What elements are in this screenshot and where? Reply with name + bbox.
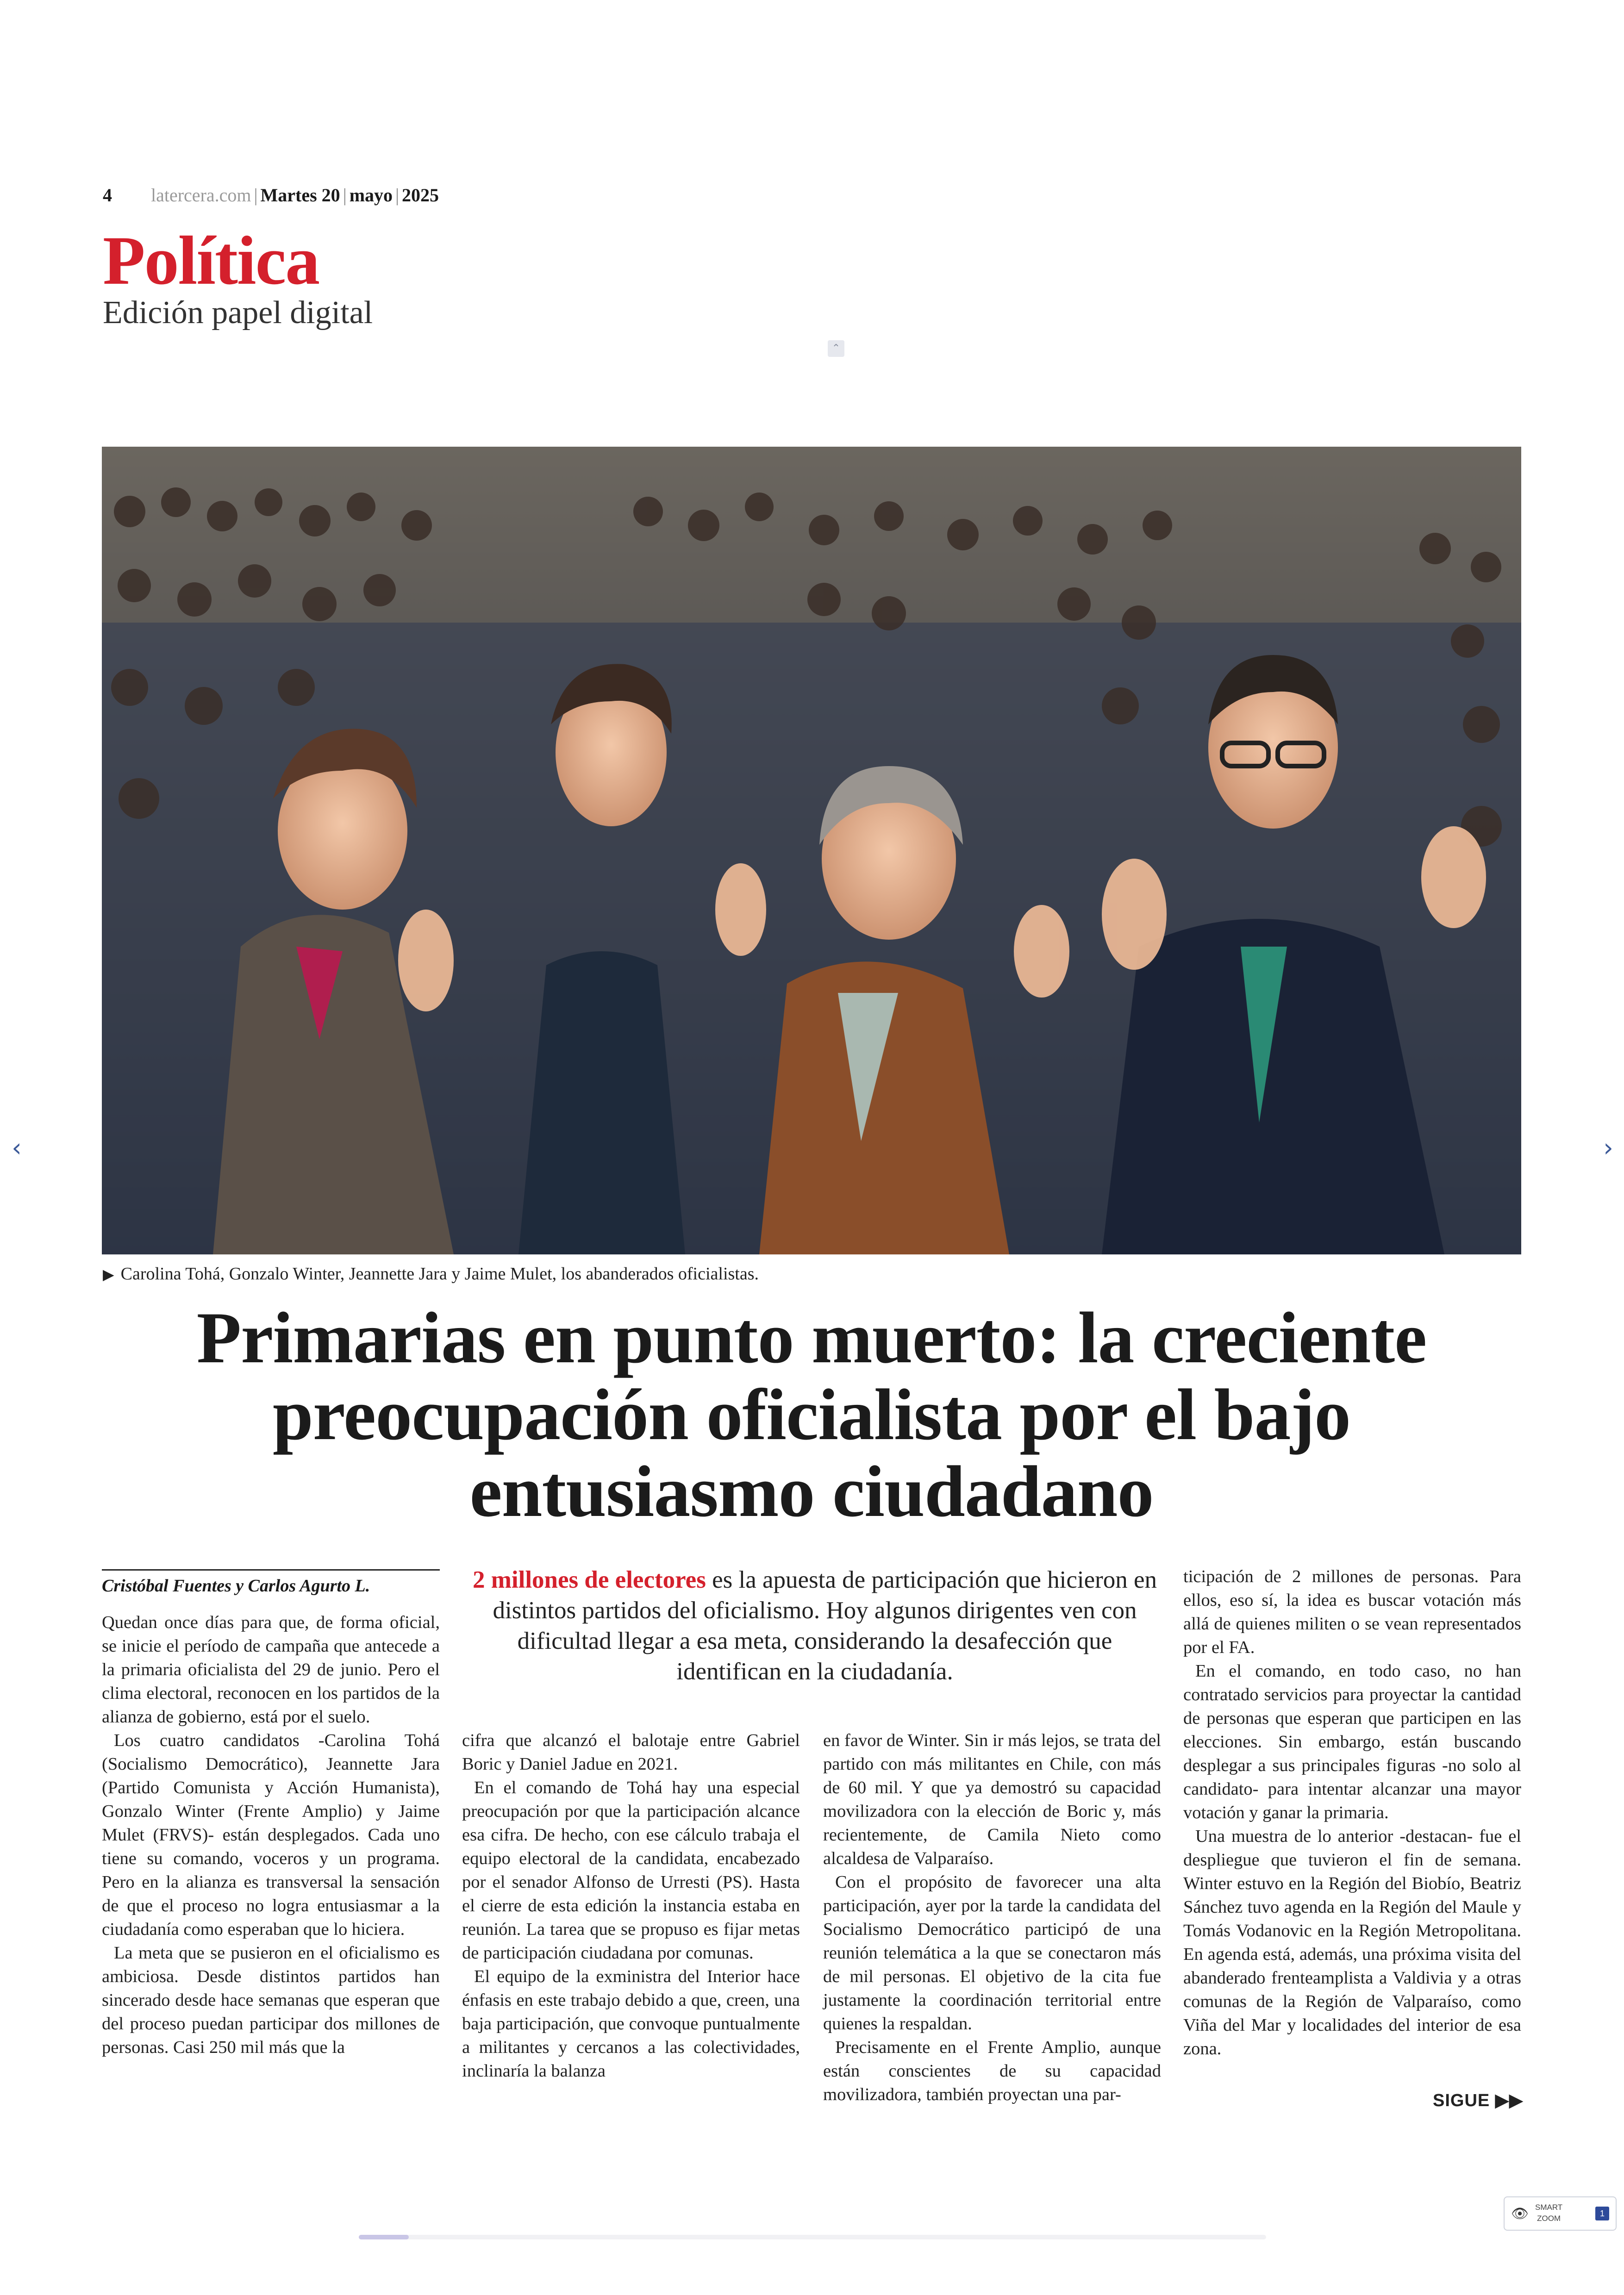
paragraph: Los cuatro candidatos -Carolina Tohá (Socialismo Democrático), Jeannette Jara (Partido Comunista y Acción Humanista), Gonzalo Winter (Frente Amplio) y Jaime Mulet (FRVS)- están desplegados. Cada uno tiene su comando, voceros y un programa. Pero en la alianza es transversal la sensación de que el proceso no logra entusiasmar a la ciudadanía como esperaban que lo hiciera. [102, 1731, 440, 1939]
column-3 [823, 1729, 1161, 2107]
date-year: 2025 [402, 185, 439, 206]
lede [468, 1565, 1162, 1687]
caption-arrow-icon: ▶ [103, 1266, 114, 1283]
column-1 [102, 1611, 440, 2059]
column-2 [462, 1729, 800, 2083]
paragraph: En el comando de Tohá hay una especial preocupación por que la participación alcance esa cifra. De hecho, con ese cálculo trabaja el equipo electoral de la candidata, encabezado por el senador Alfonso de Urresti (PS). Hasta el cierre de esta edición la instancia estaba en reunión. La tarea que se propuso es fijar metas de participación ciudadana por comunas. [462, 1778, 800, 1963]
smart-zoom-button[interactable] [1504, 2196, 1617, 2231]
paragraph: La meta que se pusieron en el oficialismo es ambiciosa. Desde distintos partidos han sincerado desde hace semanas que esperan que del proceso puedan participar dos millones de personas. Casi 250 mil más que la [102, 1943, 440, 2057]
paragraph: Precisamente en el Frente Amplio, aunque están conscientes de su capacidad movilizadora, también proyectan una par- [823, 2038, 1161, 2104]
crowd-photo-illustration [102, 447, 1521, 1254]
eye-icon: 👁 [1511, 2206, 1529, 2222]
site-name: latercera.com [151, 185, 251, 206]
lede-text: es la apuesta de participación que hicieron en distintos partidos del oficialismo. Hoy algunos dirigentes ven con dificultad llegar a esa meta, considerando la desafección que identifican en la ciudadanía. [493, 1566, 1157, 1685]
paragraph: Una muestra de lo anterior -destacan- fue el despliegue que tuvieron el fin de semana. Winter estuvo en la Región del Biobío, Beatriz Sánchez tuvo agenda en la Región del Maule y Tomás Vodanovic en la Región Metropolitana. En agenda está, además, una próxima visita del abanderado frenteamplista a Valdivia y a otras comunas de la Región de Valparaíso, como Viña del Mar y localidades del interior de esa zona. [1183, 1827, 1521, 2058]
edition-label: Edición papel digital [103, 295, 373, 331]
paragraph: Con el propósito de favorecer una alta participación, ayer por la tarde la candidata del Socialismo Democrático participó de una reunión telemática a la que se conectaron más de mil personas. El objetivo de la cita fue justamente la coordinación territorial entre quienes la respaldan. [823, 1872, 1161, 2033]
lede-highlight: 2 millones de electores [472, 1566, 706, 1593]
smart-zoom-label: SMART ZOOM [1535, 2203, 1563, 2223]
expand-icon[interactable]: ⌃ [828, 340, 844, 357]
paragraph: en favor de Winter. Sin ir más lejos, se trata del partido con más militantes en Chile, con más de 60 mil. Y que ya demostró su capacidad movilizadora con la elección de Boric y, más recientemente, de Camila Nieto como alcaldesa de Valparaíso. [823, 1731, 1161, 1868]
page-scroll-thumb[interactable] [359, 2235, 409, 2239]
byline: Cristóbal Fuentes y Carlos Agurto L. [102, 1569, 440, 1597]
headline: Primarias en punto muerto: la creciente preocupación oficialista por el bajo entusiasmo ciudadano [196, 1297, 1427, 1532]
page-number: 4 [103, 185, 112, 206]
photo-caption [103, 1264, 759, 1284]
next-page-icon[interactable]: › [1603, 1133, 1613, 1162]
page-scroll-track[interactable] [359, 2235, 1266, 2239]
paragraph: En el comando, en todo caso, no han contratado servicios para proyectar la cantidad de personas que esperan que participen en las elecciones. Sin embargo, están buscando desplegar a sus principales figuras -no solo al candidato- para intentar alcanzar una mayor votación y ganar la primaria. [1183, 1661, 1521, 1822]
paragraph: Quedan once días para que, de forma oficial, se inicie el período de campaña que antecede a la primaria oficialista del 29 de junio. Pero el clima electoral, reconocen en los partidos de la alianza de gobierno, está por el suelo. [102, 1613, 440, 1727]
paragraph: El equipo de la exministra del Interior hace énfasis en este trabajo debido a que, creen, una baja participación, que convoque puntualmente a militantes y cercanos a las colectividades, inclinaría la balanza [462, 1967, 800, 2081]
date-day: Martes 20 [260, 185, 340, 206]
caption-text: Carolina Tohá, Gonzalo Winter, Jeannette Jara y Jaime Mulet, los abanderados oficialistas. [120, 1264, 759, 1284]
continue-link[interactable]: SIGUE ▶▶ [1433, 2091, 1524, 2110]
paragraph: cifra que alcanzó el balotaje entre Gabriel Boric y Daniel Jadue en 2021. [462, 1731, 800, 1774]
lead-photo [102, 447, 1521, 1254]
paragraph: ticipación de 2 millones de personas. Para ellos, eso sí, la idea es buscar votación más allá de quienes militen o se vean representados por el FA. [1183, 1567, 1521, 1657]
page-indicator: 1 [1595, 2207, 1609, 2220]
masthead-line: latercera.com | Martes 20 | mayo | 2025 [151, 185, 439, 206]
date-month: mayo [349, 185, 393, 206]
previous-page-icon[interactable]: ‹ [12, 1133, 22, 1162]
column-4 [1183, 1565, 1521, 2061]
section-title: Política [103, 222, 319, 299]
